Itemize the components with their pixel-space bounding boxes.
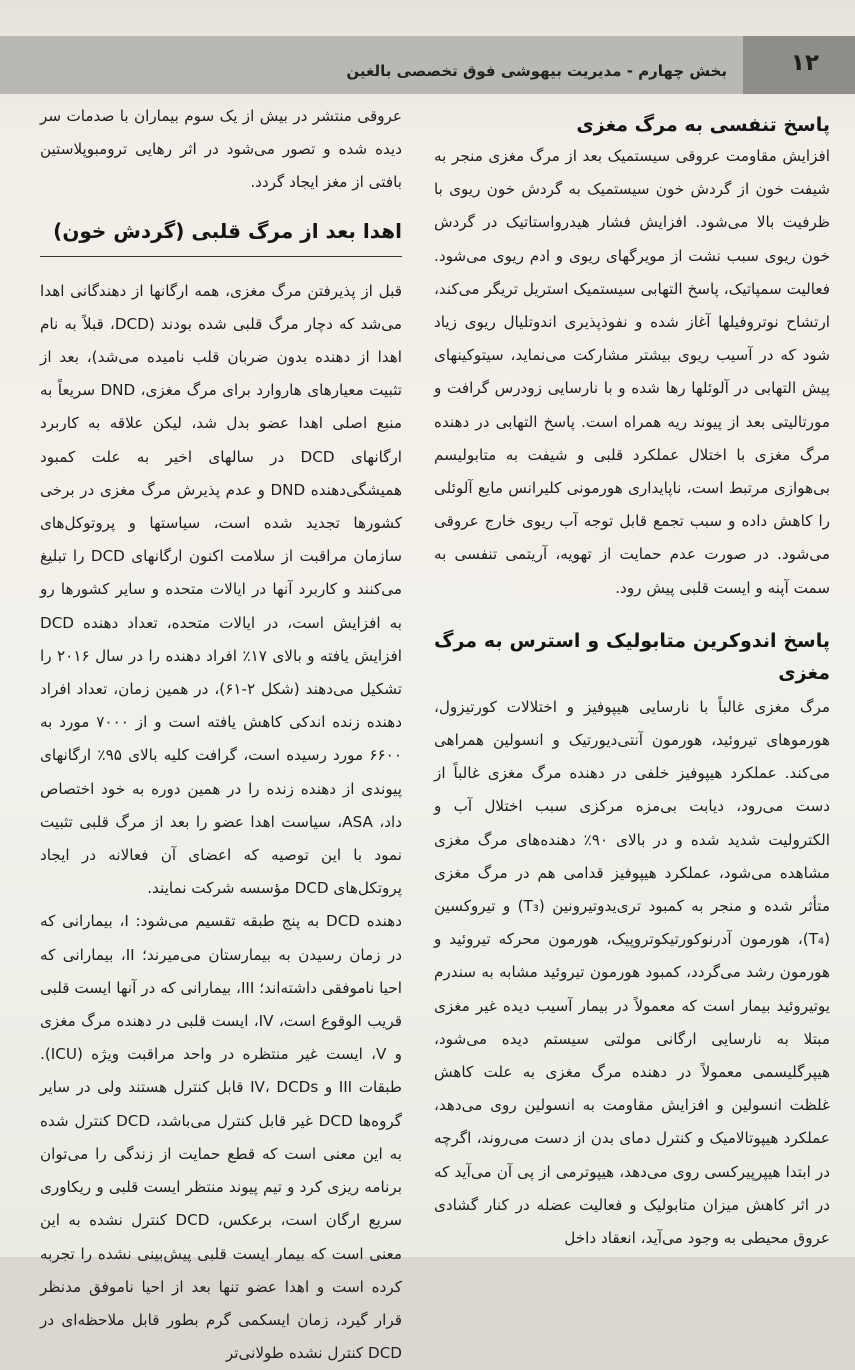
right-column	[434, 100, 830, 1255]
running-title: بخش چهارم - مدیریت بیهوشی فوق تخصصی بالغین	[346, 62, 727, 80]
left-column	[40, 100, 402, 1370]
section-heading-box	[40, 212, 402, 257]
section-heading-endocrine: پاسخ اندوکرین متابولیک و استرس به مرگ مغزی	[434, 629, 830, 684]
paragraph-respiratory: افزایش مقاومت عروقی سیستمیک بعد از مرگ مغزی منجر به شیفت خون از گردش خون سیستمیک به گردش خون ریوی با ظرفیت بالا می‌شود. افزایش فشار هیدرواستاتیک در گردش خون ریوی سبب نشت از مویرگهای ریوی و ادم ریوی می‌شود. فعالیت سمپاتیک، پاسخ التهابی سیستمیک استریل تریگر می‌کند، ارتشاح نوتروفیلها آغاز شده و نفوذپذیری اندوتلیال ریوی زیاد شود که در آسیب ریوی بیشتر مشارکت می‌نماید، سیتوکینهای پیش التهابی در آلوئلها رها شده و با نارسایی زودرس گرافت و مورتالیتی بعد از پیوند ریه همراه است. پاسخ التهابی در دهنده مرگ مغزی با اختلال عملکرد قلبی و شیفت به متابولیسم بی‌هوازی مرتبط است، ناپایداری هورمونی کلیرانس مایع آلوئلی را کاهش داده و سبب تجمع قابل توجه آب ریوی خارج عروقی می‌شود. در صورت عدم حمایت از تهویه، آریتمی تنفسی به سمت آپنه و ایست قلبی پیش رود.	[434, 147, 830, 597]
page-header	[0, 36, 855, 94]
page-number: ۱۲	[790, 50, 819, 76]
section-heading-respiratory: پاسخ تنفسی به مرگ مغزی	[576, 114, 830, 136]
paragraph-dcd-intro: قبل از پذیرفتن مرگ مغزی، همه ارگانها از دهندگانی اهدا می‌شد که دچار مرگ قلبی شده بودند (DCD، قبلاً به نام اهدا از دهنده بدون ضربان قلب نامیده می‌شد)، بعد از تثبیت معیارهای هاروارد برای مرگ مغزی، DND سریعاً به منبع اصلی اهدا عضو بدل شد، لیکن علاقه به کاربرد ارگانهای DCD در سالهای اخیر به علت کمبود همیشگی‌دهنده DND و عدم پذیرش مرگ مغزی در برخی کشورها تجدید شده است، سیاستها و پروتوکل‌های سازمان مراقبت از سلامت اکنون ارگانهای DCD را تبلیغ می‌کنند و کاربرد آنها در ایالات متحده و سایر کشورها رو به افزایش است، در ایالات متحده، تعداد دهنده DCD افزایش یافته و بالای ۱۷٪ افراد دهنده را در سال ۲۰۱۶ را تشکیل می‌دهند (شکل ۲-۶۱)، در همین زمان، تعداد افراد دهنده زنده اندکی کاهش یافته است و از ۷۰۰۰ مورد به ۶۶۰۰ مورد رسیده است، گرافت کلیه بالای ۹۵٪ ارگانهای پیوندی از دهنده زنده را در همین دوره به خود اختصاص داد، ASA، سیاست اهدا عضو را بعد از مرگ قلبی تثبیت نمود با این توصیه که اعضای آن فعالانه در ایجاد پروتکل‌های DCD مؤسسه شرکت نمایند.	[40, 281, 403, 898]
paragraph-continuation: عروقی منتشر در بیش از یک سوم بیماران با صدمات سر دیده شده و تصور می‌شود در اثر رهایی ترومبوپلاستین بافتی از مغز ایجاد گردد.	[40, 107, 402, 192]
paragraph-endocrine: مرگ مغزی غالباً با نارسایی هیپوفیز و اختلالات کورتیزول، هورموهای تیروئید، هورمون آنتی‌دیورتیک و انسولین همراهی می‌کند. عملکرد هیپوفیز خلفی در دهنده مرگ مغزی غالباً از دست می‌رود، دیابت بی‌مزه مرکزی سبب اختلال آب و الکترولیت شدید شده و در بالای ۹۰٪ دهنده‌های مرگ مغزی مشاهده می‌شود، عملکرد هیپوفیز قدامی هم در مرگ مغزی متأثر شده و منجر به کمبود تری‌یدوتیرونین (T₃) و تیروکسین (T₄)، هورمون آدرنوکورتیکوتروپیک، هورمون محرکه تیروئید و هورمون رشد می‌گردد، کمبود هورمون تیروئید مشابه به سندرم یوتیروئید بیمار است که معمولاً در بیمار آسیب دیده غیر مغزی مبتلا به نارسایی ارگانی مولتی سیستم دیده می‌شود، هیپرگلیسمی معمولاً در دهنده مرگ مغزی به علت کاهش غلظت انسولین و افزایش مقاومت به انسولین روی می‌دهد، عملکرد هیپوتالامیک و کنترل دمای بدن از دست می‌روند، اگرچه در ابتدا هیپرپیرکسی روی می‌دهد، هیپوترمی از پی آن می‌آید که در اثر کاهش میزان متابولیک و فعالیت عضله در کنار گشادی عروق محیطی به وجود می‌آید، انعقاد داخل	[434, 697, 830, 1248]
section-heading-dcd: اهدا بعد از مرگ قلبی (گردش خون)	[53, 218, 402, 243]
paragraph-dcd-classes: دهنده DCD به پنج طبقه تقسیم می‌شود: I، بیمارانی که در زمان رسیدن به بیمارستان می‌میرند؛ II، بیمارانی که احیا ناموفقی داشته‌اند؛ III، بیمارانی که در آنها ایست قلبی قریب الوقوع است، IV، ایست قلبی در دهنده مرگ مغزی و V، ایست غیر منتظره در واحد مراقبت ویژه (ICU). طبقات III و IV، DCDs قابل کنترل هستند ولی در سایر گروه‌ها DCD غیر قابل کنترل می‌باشد، DCD کنترل شده به این معنی است که قطع حمایت از زندگی را می‌توان برنامه ریزی کرد و تیم پیوند منتظر ایست قلبی و ریکاوری سریع ارگان است، برعکس، DCD کنترل نشده به این معنی است که بیمار ایست قلبی پیش‌بینی نشده را تجربه کرده است و اهدا عضو تنها بعد از احیا ناموفق مدنظر قرار گیرد، زمان ایسکمی گرم بطور قابل ملاحظه‌ای در DCD کنترل نشده طولانی‌تر	[40, 912, 403, 1363]
page-number-box	[743, 36, 855, 94]
